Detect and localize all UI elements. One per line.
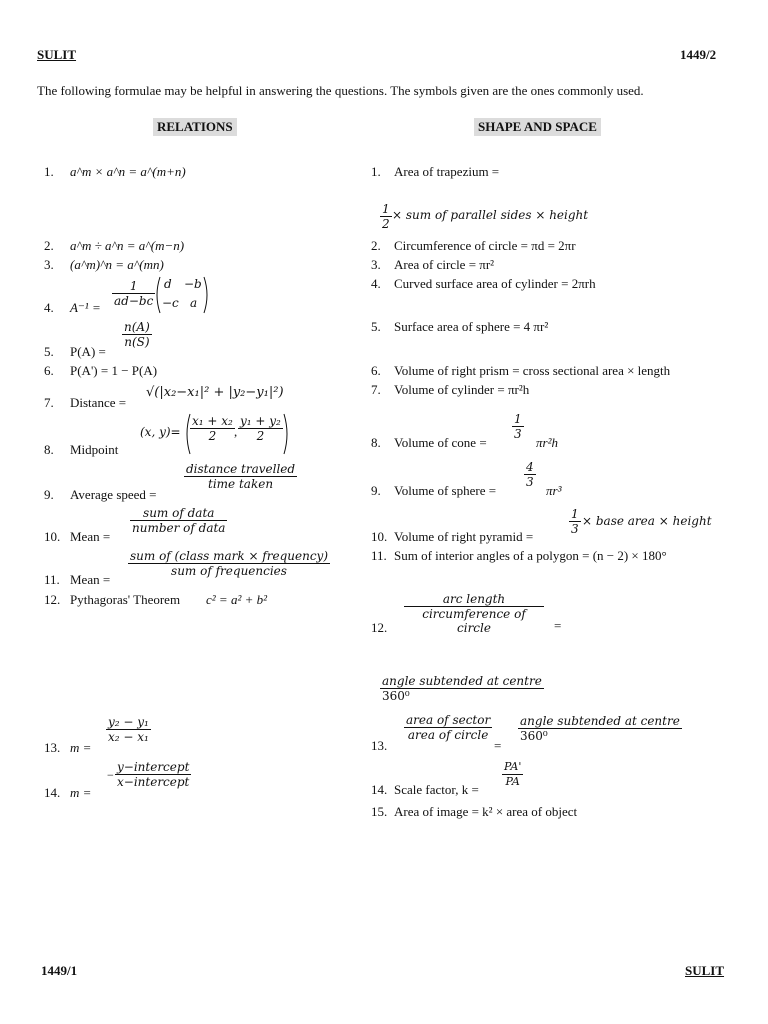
shape-13-fraction-num: area of sector (406, 713, 491, 727)
shape-14-fraction-num: PA' (504, 760, 522, 773)
shape-1-label: Area of trapezium = (394, 164, 500, 179)
relation-11-fraction-num: sum of (class mark × frequency) (130, 549, 329, 563)
shape-8-number: 8. (371, 435, 381, 450)
relation-6-number: 6. (44, 363, 54, 378)
relation-2-number: 2. (44, 238, 54, 253)
relation-7-label: Distance = (70, 395, 127, 410)
relation-5-number: 5. (44, 344, 54, 359)
matrix-cell-11: d (164, 277, 172, 291)
shape-8-expression: πr²h (536, 435, 558, 450)
shape-6-formula: Volume of right prism = cross sectional area × length (394, 363, 671, 378)
relation-10-fraction (130, 506, 227, 535)
relation-8-lhs: (x, y)= (140, 425, 181, 439)
shape-14-fraction (502, 760, 523, 789)
relation-14-label: m = (70, 785, 92, 800)
relation-1-number: 1. (44, 164, 54, 179)
relation-1-formula: a^m × a^n = a^(m+n) (70, 164, 186, 179)
relation-7-number: 7. (44, 395, 54, 410)
shape-11-formula: Sum of interior angles of a polygon = (n − 2) × 180° (394, 548, 667, 563)
relation-5-fraction (122, 320, 152, 349)
footer-paper-code: 1449/1 (41, 963, 78, 978)
relation-4-matrix (154, 275, 210, 315)
shape-3-number: 3. (371, 257, 381, 272)
relation-4-number: 4. (44, 300, 54, 315)
relation-9-fraction-den: time taken (208, 477, 274, 491)
relation-9-fraction-num: distance travelled (186, 462, 296, 476)
shape-4-number: 4. (371, 276, 381, 291)
shape-9-label: Volume of sphere = (394, 483, 497, 498)
shape-14-fraction-den: PA (505, 775, 520, 788)
shape-10-fraction-den: 3 (571, 522, 579, 536)
relation-10-number: 10. (44, 529, 61, 544)
shape-5-number: 5. (371, 319, 381, 334)
shape-8-fraction-den: 3 (514, 427, 522, 441)
relation-14-fraction (115, 760, 191, 789)
shape-12-fraction-num: arc length (404, 592, 544, 607)
matrix-cell-12: −b (184, 277, 202, 291)
relation-9-fraction (184, 462, 297, 491)
relation-6-formula: P(A') = 1 − P(A) (70, 363, 158, 378)
relation-14-fraction-den: x−intercept (117, 775, 190, 789)
shape-1-fraction-num: 1 (382, 202, 390, 216)
shape-10-number: 10. (371, 529, 388, 544)
shape-7-formula: Volume of cylinder = πr²h (394, 382, 530, 397)
shape-13-fraction-den: area of circle (407, 728, 489, 742)
shape-2-formula: Circumference of circle = πd = 2πr (394, 238, 576, 253)
shape-3-formula: Area of circle = πr² (394, 257, 495, 272)
shape-9-fraction-num: 4 (526, 460, 534, 474)
shape-15-number: 15. (371, 804, 388, 819)
shape-13-fraction-angle (518, 714, 682, 743)
relation-8-fraction-x-num: x₁ + x₂ (192, 414, 233, 428)
shape-10-fraction-num: 1 (571, 507, 579, 521)
relation-11-fraction-den: sum of frequencies (171, 564, 287, 578)
relation-2-formula: a^m ÷ a^n = a^(m−n) (70, 238, 185, 253)
shape-10-fraction (569, 507, 581, 536)
relation-13-fraction-den: x₂ − x₁ (108, 730, 149, 744)
relation-5-fraction-den: n(S) (124, 335, 150, 349)
relation-8-fraction-y (238, 414, 283, 443)
shape-1-fraction-den: 2 (382, 217, 390, 231)
shape-12-fraction (404, 592, 544, 635)
relation-13-label: m = (70, 740, 92, 755)
relation-10-label: Mean = (70, 529, 111, 544)
shape-9-fraction (524, 460, 536, 489)
shape-8-label: Volume of cone = (394, 435, 487, 450)
relation-8-comma: , (234, 424, 238, 439)
relation-8-fraction-x (190, 414, 238, 443)
relation-11-number: 11. (44, 572, 60, 587)
relation-4-label: A⁻¹ = (70, 300, 101, 315)
shape-10-expression: × base area × height (582, 514, 712, 528)
shape-1-number: 1. (371, 164, 381, 179)
relation-10-fraction-den: number of data (132, 521, 226, 535)
relation-4-fraction (112, 279, 155, 308)
relation-9-label: Average speed = (70, 487, 157, 502)
shape-9-fraction-den: 3 (526, 475, 534, 489)
shape-13-fraction-angle-num: angle subtended at centre (520, 714, 680, 728)
relation-3-number: 3. (44, 257, 54, 272)
relation-10-fraction-num: sum of data (130, 506, 227, 521)
section-relations: RELATIONS (153, 118, 237, 136)
shape-14-label: Scale factor, k = (394, 782, 479, 797)
matrix-cell-22: a (190, 296, 198, 310)
relation-13-fraction-num: y₂ − y₁ (108, 715, 149, 729)
shape-12-number: 12. (371, 620, 388, 635)
relation-12-number: 12. (44, 592, 61, 607)
relation-7-expression: √(|x₂−x₁|² + |y₂−y₁|²) (146, 385, 284, 400)
shape-8-fraction-num: 1 (514, 412, 522, 426)
header-paper-code: 1449/2 (680, 47, 717, 62)
shape-1-fraction (380, 202, 392, 231)
relation-12-formula: c² = a² + b² (206, 592, 268, 607)
shape-12-fraction-den: circumference of circle (422, 607, 526, 635)
shape-4-formula: Curved surface area of cylinder = 2πrh (394, 276, 596, 291)
shape-8-fraction (512, 412, 524, 441)
relation-8-label: Midpoint (70, 442, 119, 457)
relation-8-fraction-y-den: 2 (256, 429, 265, 443)
shape-12-fraction-angle-num: angle subtended at centre (382, 674, 542, 688)
shape-13-number: 13. (371, 738, 388, 753)
shape-13-equals: = (494, 738, 502, 753)
shape-12-fraction-angle-den: 360⁰ (382, 689, 410, 703)
shape-11-number: 11. (371, 548, 387, 563)
shape-9-expression: πr³ (546, 483, 562, 498)
relation-13-number: 13. (44, 740, 61, 755)
shape-13-fraction-angle-den: 360⁰ (520, 729, 548, 743)
matrix-cell-21: −c (162, 296, 179, 310)
shape-12-fraction-angle (380, 674, 544, 703)
shape-7-number: 7. (371, 382, 381, 397)
relation-14-minus: − (107, 768, 114, 782)
shape-5-formula: Surface area of sphere = 4 πr² (394, 319, 549, 334)
shape-6-number: 6. (371, 363, 381, 378)
shape-14-number: 14. (371, 782, 388, 797)
shape-13-fraction (404, 713, 492, 742)
relation-9-number: 9. (44, 487, 54, 502)
relation-12-label: Pythagoras' Theorem (70, 592, 181, 607)
relation-14-number: 14. (44, 785, 61, 800)
shape-15-formula: Area of image = k² × area of object (394, 804, 578, 819)
relation-4-fraction-den: ad−bc (114, 294, 154, 308)
relation-11-label: Mean = (70, 572, 111, 587)
relation-4-fraction-num: 1 (112, 279, 155, 294)
relation-8-fraction-x-den: 2 (208, 429, 217, 443)
footer-sulit: SULIT (685, 963, 725, 978)
relation-8-fraction-y-num: y₁ + y₂ (240, 414, 281, 428)
header-sulit: SULIT (37, 47, 77, 62)
section-shape-space: SHAPE AND SPACE (474, 118, 601, 136)
intro-text: The following formulae may be helpful in answering the questions. The symbols given are the ones commonly used. (37, 83, 644, 98)
relation-13-fraction (106, 715, 151, 744)
shape-9-number: 9. (371, 483, 381, 498)
shape-12-equals: = (554, 618, 562, 633)
shape-2-number: 2. (371, 238, 381, 253)
relation-14-fraction-num: y−intercept (117, 760, 190, 774)
relation-11-fraction (128, 549, 330, 578)
shape-10-label: Volume of right pyramid = (394, 529, 534, 544)
relation-5-fraction-num: n(A) (124, 320, 150, 334)
relation-8-number: 8. (44, 442, 54, 457)
relation-5-label: P(A) = (70, 344, 106, 359)
relation-3-formula: (a^m)^n = a^(mn) (70, 257, 164, 272)
shape-1-expression: × sum of parallel sides × height (392, 208, 589, 222)
